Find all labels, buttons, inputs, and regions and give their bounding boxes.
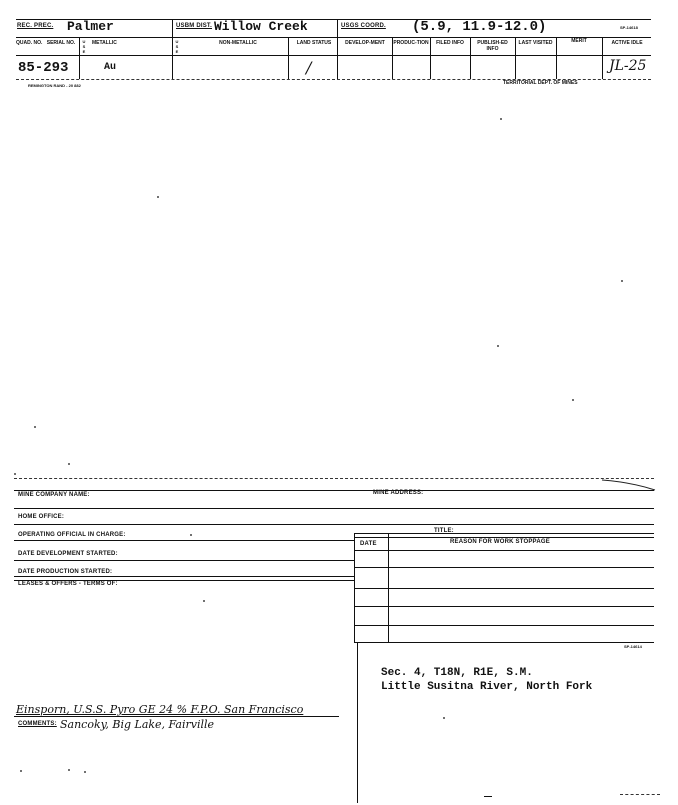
stoppage-header-rule bbox=[354, 550, 654, 551]
prod-started-label: DATE PRODUCTION STARTED: bbox=[18, 569, 113, 575]
col-non-metallic: NON-METALLIC bbox=[219, 40, 257, 46]
usbm-dist-value: Willow Creek bbox=[214, 19, 308, 34]
col-active-idle: ACTIVE IDLE bbox=[611, 40, 643, 46]
active-idle-value: JL-25 bbox=[609, 58, 647, 74]
footer-right: TERRITORIAL DEPT. OF MINES bbox=[503, 80, 578, 86]
speck bbox=[34, 426, 36, 428]
stoppage-row-rule-3 bbox=[354, 606, 654, 607]
stoppage-top-rule bbox=[354, 533, 654, 534]
location-line-1: Sec. 4, T18N, R1E, S.M. bbox=[381, 667, 533, 679]
speck bbox=[443, 717, 445, 719]
operating-official-rule bbox=[14, 524, 654, 525]
stoppage-row-rule-4 bbox=[354, 625, 654, 626]
speck bbox=[203, 600, 205, 602]
lower-center-divider bbox=[357, 643, 358, 803]
stoppage-date-divider bbox=[388, 533, 389, 643]
col-divider-2 bbox=[288, 37, 289, 79]
col-nonmetallic-usgs-marks: U S E bbox=[175, 39, 179, 54]
footer-left: REMINGTON RAND - 20 882 bbox=[28, 83, 81, 88]
prod-started-rule-top bbox=[14, 560, 354, 561]
top-form-number: SP-14618 bbox=[620, 25, 638, 30]
mine-company-rule bbox=[14, 490, 654, 491]
home-office-rule bbox=[14, 508, 654, 509]
speck bbox=[68, 463, 70, 465]
usgs-coord-label: USGS COORD. bbox=[341, 23, 386, 29]
land-status-value: / bbox=[306, 58, 312, 77]
col-last-visited: LAST VISITED bbox=[518, 40, 553, 46]
handwritten-line-2: Sancoky, Big Lake, Fairville bbox=[60, 718, 215, 731]
speck bbox=[572, 399, 574, 401]
lower-top-dashed-rule bbox=[14, 478, 654, 479]
speck bbox=[14, 473, 16, 475]
col-metallic: METALLIC bbox=[92, 40, 117, 46]
dev-started-rule bbox=[14, 540, 354, 541]
comments-label: COMMENTS: bbox=[18, 721, 57, 727]
speck bbox=[500, 118, 502, 120]
lower-form-number: SP-14614 bbox=[624, 644, 642, 649]
stoppage-row-rule-2 bbox=[354, 588, 654, 589]
dash-mark bbox=[484, 796, 492, 797]
speck bbox=[190, 534, 192, 536]
col-metallic-usgs-marks: U S E bbox=[82, 39, 86, 54]
divider-usgs bbox=[337, 19, 338, 79]
col-merit: MERIT bbox=[571, 38, 587, 44]
rec-prec-value: Palmer bbox=[67, 19, 114, 34]
location-line-2: Little Susitna River, North Fork bbox=[381, 681, 593, 693]
col-production: PRODUC-TION bbox=[393, 40, 429, 46]
usgs-coord-value: (5.9, 11.9-12.0) bbox=[412, 19, 547, 35]
col-development: DEVELOP-MENT bbox=[345, 40, 385, 46]
stoppage-date-header: DATE bbox=[360, 541, 377, 547]
speck bbox=[84, 771, 86, 773]
corner-dash-mark bbox=[620, 794, 660, 795]
speck bbox=[20, 770, 22, 772]
stoppage-bottom-rule bbox=[354, 642, 654, 643]
metallic-value: Au bbox=[104, 62, 117, 73]
leases-label: LEASES & OFFERS - TERMS OF: bbox=[18, 581, 118, 587]
col-filed-info: FILED INFO bbox=[436, 40, 464, 46]
speck bbox=[157, 196, 159, 198]
speck bbox=[497, 345, 499, 347]
stoppage-top-rule-2 bbox=[354, 537, 654, 538]
col-land-status: LAND STATUS bbox=[296, 40, 332, 46]
usbm-dist-label: USBM DIST. bbox=[176, 23, 213, 29]
mine-address-label: MINE ADDRESS: bbox=[373, 490, 424, 496]
rec-prec-label: REC. PREC. bbox=[17, 23, 54, 29]
leases-rule bbox=[14, 580, 354, 581]
col-published-info: PUBLISH-ED INFO bbox=[477, 40, 508, 52]
col-serial-no: SERIAL NO. bbox=[46, 40, 76, 46]
prod-started-rule bbox=[14, 576, 354, 577]
col-quad-no: QUAD. NO. bbox=[16, 40, 43, 46]
stoppage-row-rule-1 bbox=[354, 567, 654, 568]
operating-official-label: OPERATING OFFICIAL IN CHARGE: bbox=[18, 532, 126, 538]
mine-company-label: MINE COMPANY NAME: bbox=[18, 492, 90, 498]
handwritten-line-1: Einsporn, U.S.S. Pyro GE 24 % F.P.O. San Francisco bbox=[16, 703, 304, 716]
dev-started-label: DATE DEVELOPMENT STARTED: bbox=[18, 551, 118, 557]
comments-rule bbox=[14, 716, 339, 717]
speck bbox=[621, 280, 623, 282]
stoppage-reason-header: REASON FOR WORK STOPPAGE bbox=[450, 539, 550, 545]
title-label: TITLE: bbox=[434, 528, 454, 534]
home-office-label: HOME OFFICE: bbox=[18, 514, 65, 520]
quad-serial-value: 85-293 bbox=[18, 60, 69, 76]
stoppage-left-border bbox=[354, 533, 355, 643]
speck bbox=[68, 769, 70, 771]
